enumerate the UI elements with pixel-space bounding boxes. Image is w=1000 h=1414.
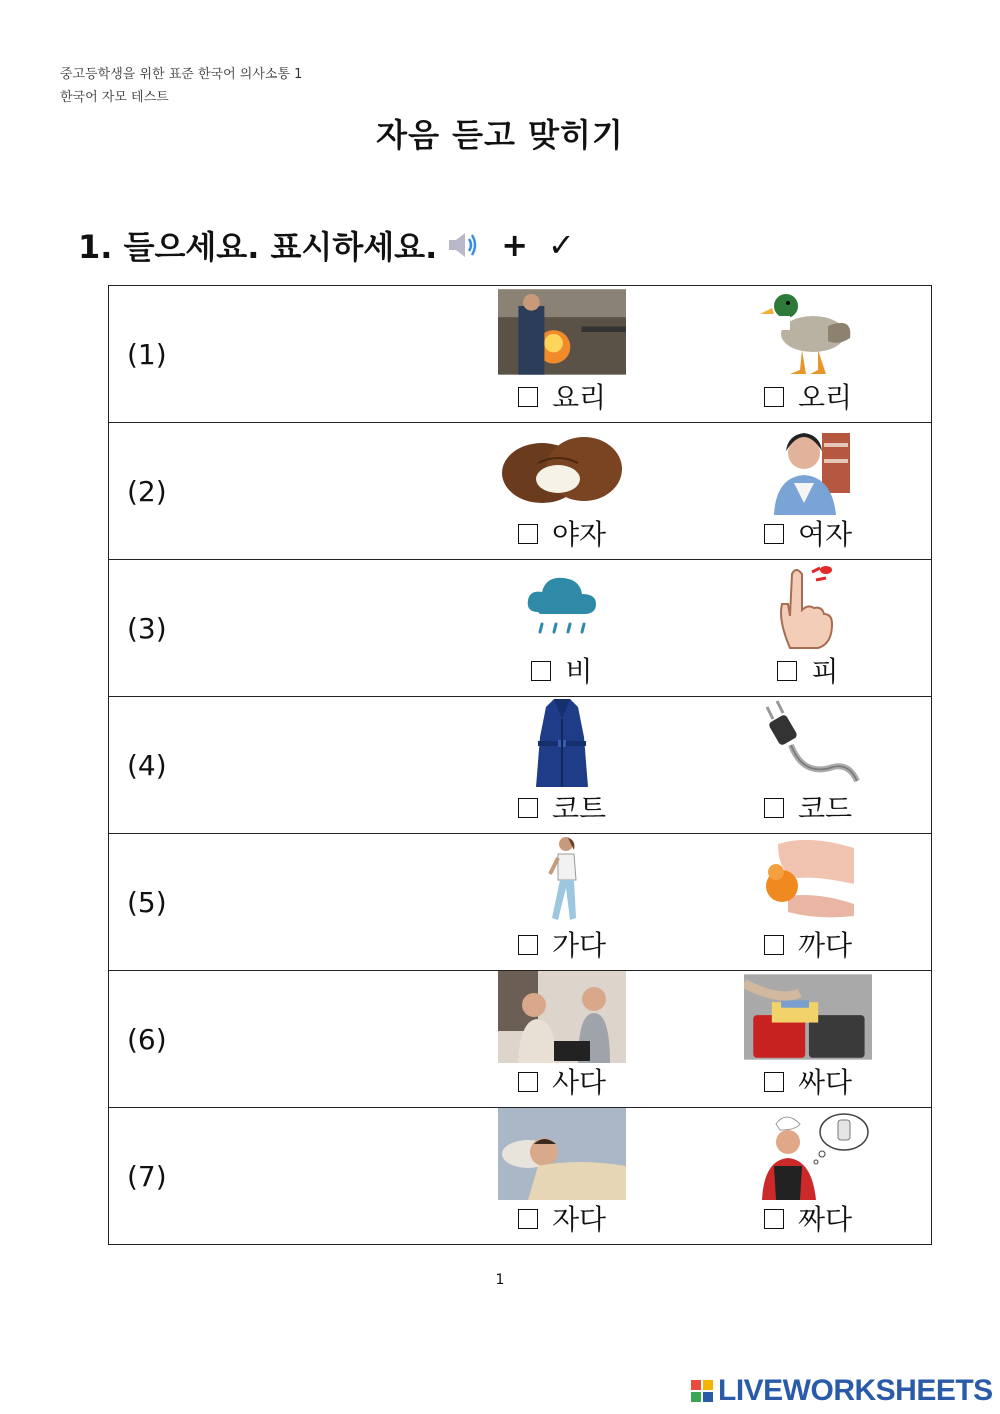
- option-word: 싸다: [797, 1066, 853, 1099]
- option-cell: [439, 560, 685, 697]
- question-row: [109, 286, 932, 423]
- question-number: (6): [127, 1023, 167, 1056]
- option-word: 오리: [797, 381, 853, 414]
- option-cell: [685, 971, 932, 1108]
- answer-checkbox[interactable]: [777, 661, 797, 681]
- question-row: [109, 1108, 932, 1245]
- option-label-row: [685, 650, 931, 690]
- option-label-row: [439, 1061, 685, 1101]
- option-word: 짜다: [797, 1203, 853, 1236]
- option-cell: [439, 834, 685, 971]
- option-label-row: [685, 376, 931, 416]
- option-cell: [685, 423, 932, 560]
- answer-checkbox[interactable]: [518, 524, 538, 544]
- question-row: [109, 560, 932, 697]
- check-mark: ✓: [548, 226, 575, 264]
- option-label-row: [439, 924, 685, 964]
- option-cell: [439, 286, 685, 423]
- coat-icon: [498, 697, 626, 789]
- instruction-text: 1. 들으세요. 표시하세요.: [78, 228, 438, 266]
- option-word: 요리: [551, 381, 607, 414]
- answer-checkbox[interactable]: [764, 524, 784, 544]
- question-number-cell: [109, 971, 440, 1108]
- option-label-row: [439, 650, 685, 690]
- option-label-row: [685, 1061, 931, 1101]
- question-number: (3): [127, 612, 167, 645]
- option-word: 사다: [551, 1066, 607, 1099]
- question-number-cell: [109, 834, 440, 971]
- question-number: (7): [127, 1160, 167, 1193]
- question-number-cell: [109, 697, 440, 834]
- option-label-row: [685, 787, 931, 827]
- header-test-name: 한국어 자모 테스트: [60, 90, 169, 105]
- option-label-row: [439, 1198, 685, 1238]
- cooking-chef-icon: [498, 286, 626, 378]
- option-word: 코트: [551, 792, 607, 825]
- question-number-cell: [109, 560, 440, 697]
- answer-table: [108, 285, 932, 1245]
- answer-checkbox[interactable]: [518, 798, 538, 818]
- option-word: 까다: [797, 929, 853, 962]
- brand-name: LIVEWORKSHEETS: [718, 1374, 993, 1407]
- peeling-orange-icon: [744, 834, 872, 926]
- option-cell: [685, 1108, 932, 1245]
- question-number-cell: [109, 286, 440, 423]
- question-number-cell: [109, 1108, 440, 1245]
- option-label-row: [439, 513, 685, 553]
- option-word: 코드: [797, 792, 853, 825]
- question-row: [109, 971, 932, 1108]
- shopping-icon: [498, 971, 626, 1063]
- question-number: (2): [127, 475, 167, 508]
- walking-woman-icon: [498, 834, 626, 926]
- option-cell: [685, 560, 932, 697]
- question-row: [109, 697, 932, 834]
- option-word: 비: [565, 655, 593, 688]
- option-word: 여자: [797, 518, 853, 551]
- answer-checkbox[interactable]: [764, 387, 784, 407]
- question-number-cell: [109, 423, 440, 560]
- answer-checkbox[interactable]: [518, 1072, 538, 1092]
- option-cell: [439, 697, 685, 834]
- option-cell: [685, 697, 932, 834]
- option-word: 자다: [551, 1203, 607, 1236]
- option-label-row: [439, 787, 685, 827]
- rain-cloud-icon: [498, 560, 626, 652]
- option-cell: [439, 971, 685, 1108]
- packing-suitcase-icon: [744, 971, 872, 1063]
- sleeping-man-icon: [498, 1108, 626, 1200]
- plus-sign: +: [501, 226, 529, 264]
- option-cell: [439, 423, 685, 560]
- header-course: 중고등학생을 위한 표준 한국어 의사소통 1: [60, 67, 303, 82]
- question-number: (5): [127, 886, 167, 919]
- option-label-row: [685, 1198, 931, 1238]
- answer-checkbox[interactable]: [764, 935, 784, 955]
- option-word: 야자: [551, 518, 607, 551]
- answer-checkbox[interactable]: [764, 1209, 784, 1229]
- duck-icon: [744, 286, 872, 378]
- option-label-row: [685, 513, 931, 553]
- option-cell: [439, 1108, 685, 1245]
- answer-checkbox[interactable]: [764, 798, 784, 818]
- answer-checkbox[interactable]: [518, 935, 538, 955]
- salty-chef-icon: [744, 1108, 872, 1200]
- instruction: [78, 222, 575, 268]
- bleeding-finger-icon: [744, 560, 872, 652]
- question-number: (4): [127, 749, 167, 782]
- liveworksheets-logo-icon: [690, 1379, 714, 1403]
- option-label-row: [685, 924, 931, 964]
- question-row: [109, 423, 932, 560]
- option-word: 피: [811, 655, 839, 688]
- option-label-row: [439, 376, 685, 416]
- question-row: [109, 834, 932, 971]
- answer-checkbox[interactable]: [531, 661, 551, 681]
- liveworksheets-logo: [690, 1374, 993, 1408]
- answer-checkbox[interactable]: [764, 1072, 784, 1092]
- coconut-icon: [498, 423, 626, 515]
- answer-checkbox[interactable]: [518, 387, 538, 407]
- woman-icon: [744, 423, 872, 515]
- option-cell: [685, 834, 932, 971]
- page-number: 1: [495, 1272, 505, 1288]
- answer-checkbox[interactable]: [518, 1209, 538, 1229]
- option-word: 가다: [551, 929, 607, 962]
- page-title: 자음 듣고 맞히기: [376, 116, 624, 154]
- power-cord-icon: [744, 697, 872, 789]
- question-number: (1): [127, 338, 167, 371]
- option-cell: [685, 286, 932, 423]
- speaker-icon[interactable]: [445, 230, 481, 260]
